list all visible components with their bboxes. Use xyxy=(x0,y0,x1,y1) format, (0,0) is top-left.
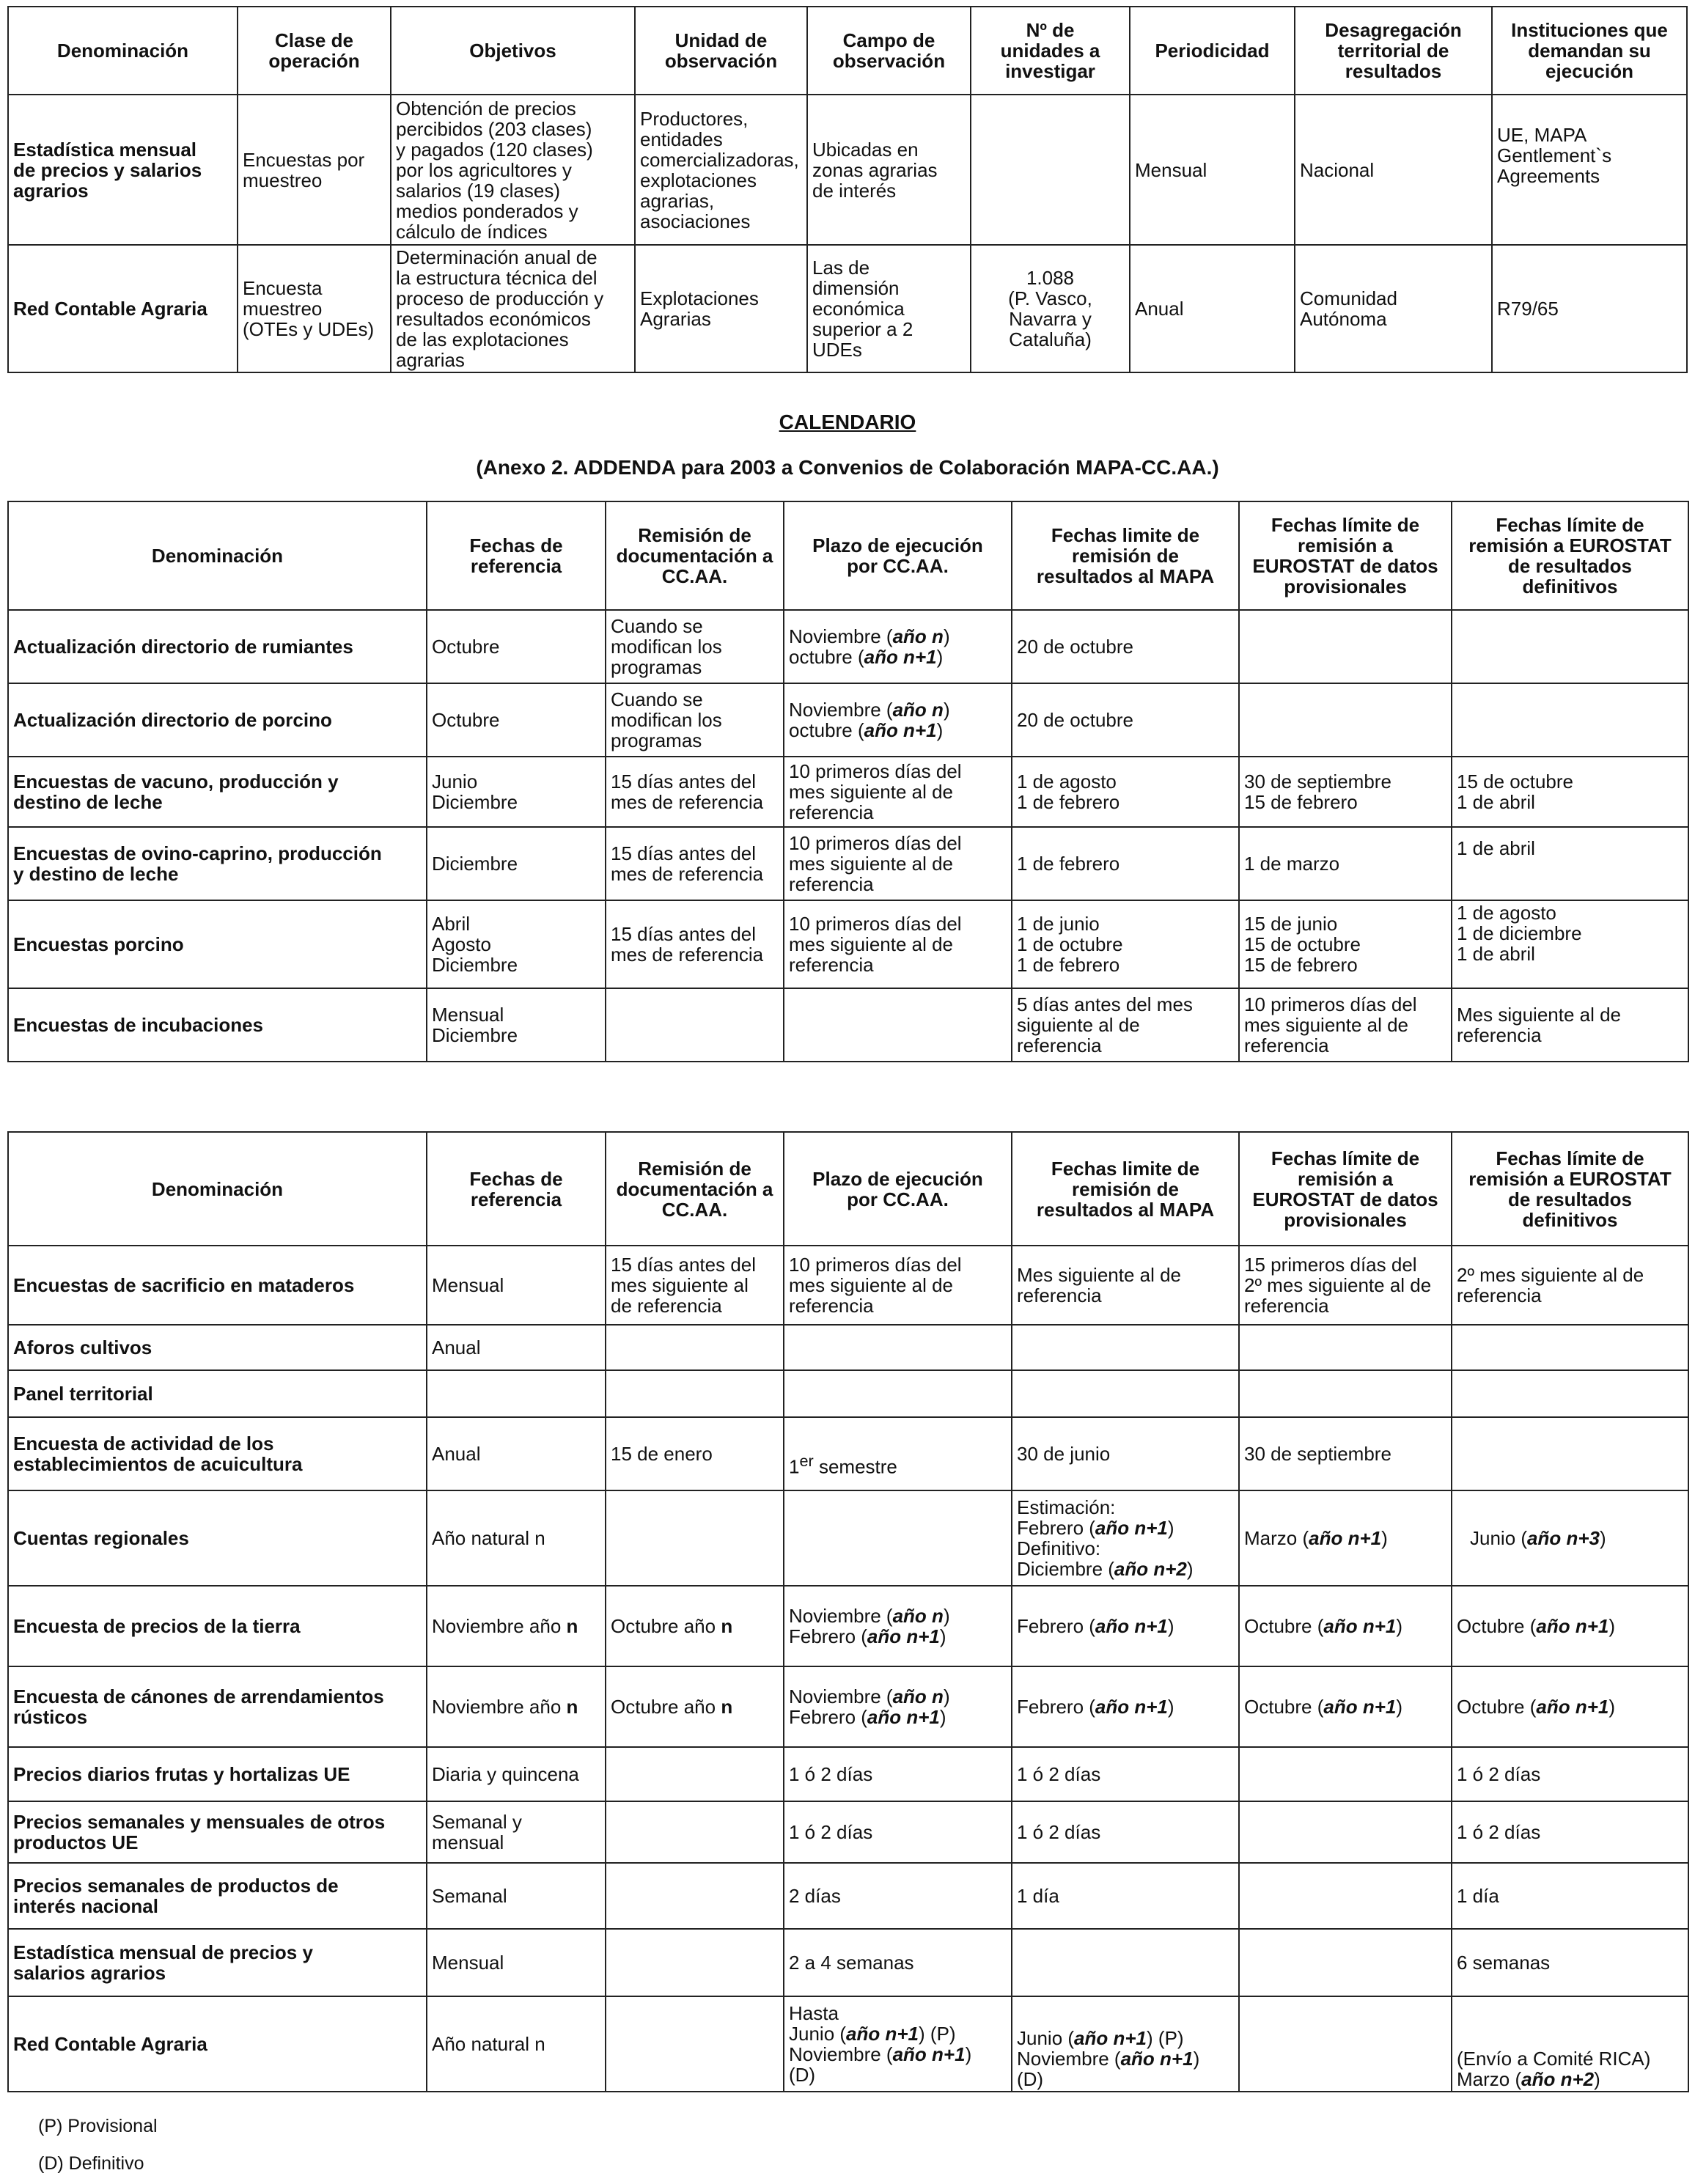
table-cell xyxy=(784,988,1012,1062)
table-cell: Febrero (año n+1) xyxy=(1012,1586,1239,1666)
table-cell xyxy=(1452,610,1688,683)
header-cell: Remisión de documentación a CC.AA. xyxy=(606,501,784,610)
table-cell: Hasta Junio (año n+1) (P) Noviembre (año n+1) (D) xyxy=(784,1996,1012,2092)
row-name: Red Contable Agraria xyxy=(8,1996,427,2092)
first-label: 1 xyxy=(789,1455,800,1478)
table-header-row xyxy=(8,1132,1688,1246)
table-cell: 1 de junio 1 de octubre 1 de febrero xyxy=(1012,900,1239,988)
table-row xyxy=(8,1417,1688,1490)
header-cell: Fechas límite de remisión a EUROSTAT de datos provisionales xyxy=(1239,1132,1452,1246)
row-name: Precios semanales y mensuales de otros productos UE xyxy=(8,1801,427,1863)
table-cell: R79/65 xyxy=(1492,245,1687,372)
table-cell xyxy=(606,1747,784,1801)
header-cell: Fechas límite de remisión a EUROSTAT de resultados definitivos xyxy=(1452,1132,1688,1246)
table-cell: 1.088 (P. Vasco, Navarra y Cataluña) xyxy=(971,245,1130,372)
table-cell: Cuando se modifican los programas xyxy=(606,683,784,757)
table-cell xyxy=(1239,1747,1452,1801)
table-cell: 1 de febrero xyxy=(1012,827,1239,900)
table-cell xyxy=(1012,1370,1239,1417)
table-cell xyxy=(1239,1325,1452,1370)
table-row xyxy=(8,1246,1688,1325)
table-cell xyxy=(784,1325,1012,1370)
table-cell: Octubre (año n+1) xyxy=(1239,1666,1452,1747)
table-row xyxy=(8,1929,1688,1996)
table-header-row xyxy=(8,501,1688,610)
table-cell: Febrero (año n+1) xyxy=(1012,1666,1239,1747)
table-cell: Explotaciones Agrarias xyxy=(635,245,807,372)
table-header-row xyxy=(8,7,1687,95)
row-name: Aforos cultivos xyxy=(8,1325,427,1370)
table-cell: 2 días xyxy=(784,1863,1012,1929)
table-cell: Nacional xyxy=(1295,95,1492,245)
table-cell xyxy=(1239,1801,1452,1863)
table-cell: 15 de junio 15 de octubre 15 de febrero xyxy=(1239,900,1452,988)
table-cell xyxy=(1012,1325,1239,1370)
table-cell: 30 de junio xyxy=(1012,1417,1239,1490)
table-row xyxy=(8,1586,1688,1666)
row-name: Encuesta de actividad de los establecimientos de acuicultura xyxy=(8,1417,427,1490)
table-row xyxy=(8,1747,1688,1801)
table-row xyxy=(8,757,1688,827)
calendar-table-2 xyxy=(7,1131,1689,2092)
table-cell xyxy=(1239,683,1452,757)
table-cell: Noviembre (año n) Febrero (año n+1) xyxy=(784,1586,1012,1666)
table-row xyxy=(8,1801,1688,1863)
table-cell: 1 día xyxy=(1452,1863,1688,1929)
table-cell: 15 de enero xyxy=(606,1417,784,1490)
table-cell xyxy=(1239,1996,1452,2092)
table-cell: Anual xyxy=(427,1325,606,1370)
table-cell: 10 primeros días del mes siguiente al de referencia xyxy=(784,900,1012,988)
table-cell: Octubre xyxy=(427,610,606,683)
row-name: Encuestas de vacuno, producción y destino de leche xyxy=(8,757,427,827)
row-name: Red Contable Agraria xyxy=(8,245,238,372)
table-cell: 15 días antes del mes de referencia xyxy=(606,757,784,827)
header-cell: Denominación xyxy=(8,501,427,610)
header-cell: Periodicidad xyxy=(1130,7,1295,95)
calendar-table-1 xyxy=(7,501,1689,1062)
semester-label: semestre xyxy=(813,1455,897,1478)
row-name: Estadística mensual de precios y salarios agrarios xyxy=(8,1929,427,1996)
table-cell: Noviembre año n xyxy=(427,1586,606,1666)
table-cell: Año natural n xyxy=(427,1996,606,2092)
table-cell: 1 ó 2 días xyxy=(1012,1747,1239,1801)
row-name: Actualización directorio de porcino xyxy=(8,683,427,757)
header-cell: Fechas de referencia xyxy=(427,501,606,610)
table-cell xyxy=(606,1929,784,1996)
table-cell: 15 días antes del mes de referencia xyxy=(606,900,784,988)
table-cell xyxy=(1239,1370,1452,1417)
row-name: Encuestas de sacrificio en mataderos xyxy=(8,1246,427,1325)
table-cell: 6 semanas xyxy=(1452,1929,1688,1996)
table-cell xyxy=(1239,1929,1452,1996)
table-cell: 15 días antes del mes siguiente al de referencia xyxy=(606,1246,784,1325)
table-row xyxy=(8,988,1688,1062)
header-cell: Fechas de referencia xyxy=(427,1132,606,1246)
statistics-table xyxy=(7,6,1688,373)
table-cell: 1 ó 2 días xyxy=(784,1747,1012,1801)
table-cell: Diaria y quincena xyxy=(427,1747,606,1801)
table-cell: 10 primeros días del mes siguiente al de referencia xyxy=(784,1246,1012,1325)
table-cell: UE, MAPA Gentlement`s Agreements xyxy=(1492,95,1687,245)
header-cell: Desagregación territorial de resultados xyxy=(1295,7,1492,95)
table-cell: 15 de octubre 1 de abril xyxy=(1452,757,1688,827)
row-name: Precios semanales de productos de interés nacional xyxy=(8,1863,427,1929)
header-cell: Fechas limite de remisión de resultados al MAPA xyxy=(1012,1132,1239,1246)
table-cell: Diciembre xyxy=(427,827,606,900)
table-row xyxy=(8,95,1687,245)
table-cell: 10 primeros días del mes siguiente al de referencia xyxy=(784,827,1012,900)
table-cell xyxy=(427,1370,606,1417)
table-row xyxy=(8,1666,1688,1747)
table-cell: Junio (año n+1) (P) Noviembre (año n+1) (D) xyxy=(1012,1996,1239,2092)
table-cell: Determinación anual de la estructura técnica del proceso de producción y resultados económicos de las explotaciones agrarias xyxy=(391,245,635,372)
table-cell xyxy=(1239,610,1452,683)
table-cell: Productores, entidades comercializadoras, explotaciones agrarias, asociaciones xyxy=(635,95,807,245)
table-cell xyxy=(971,95,1130,245)
row-name: Estadística mensual de precios y salarios agrarios xyxy=(8,95,238,245)
table-cell: Marzo (año n+1) xyxy=(1239,1490,1452,1586)
table-cell: 1 ó 2 días xyxy=(784,1801,1012,1863)
row-name: Panel territorial xyxy=(8,1370,427,1417)
table-cell: Estimación: Febrero (año n+1) Definitivo: Diciembre (año n+2) xyxy=(1012,1490,1239,1586)
table-cell: Noviembre año n xyxy=(427,1666,606,1747)
table-cell xyxy=(606,1801,784,1863)
table-cell: 2º mes siguiente al de referencia xyxy=(1452,1246,1688,1325)
header-cell: Plazo de ejecución por CC.AA. xyxy=(784,501,1012,610)
table-cell: 2 a 4 semanas xyxy=(784,1929,1012,1996)
row-name: Precios diarios frutas y hortalizas UE xyxy=(8,1747,427,1801)
header-cell: Remisión de documentación a CC.AA. xyxy=(606,1132,784,1246)
table-cell: Año natural n xyxy=(427,1490,606,1586)
table-cell: Obtención de precios percibidos (203 clases) y pagados (120 clases) por los agricultores y salarios (19 clases) medios ponderados y cálculo de índices xyxy=(391,95,635,245)
table-cell: 15 días antes del mes de referencia xyxy=(606,827,784,900)
note-definitivo: (D) Definitivo xyxy=(38,2153,144,2174)
table-cell: Mensual xyxy=(1130,95,1295,245)
table-cell: 1 ó 2 días xyxy=(1012,1801,1239,1863)
table-cell: Octubre (año n+1) xyxy=(1452,1666,1688,1747)
header-cell: Denominación xyxy=(8,7,238,95)
table-cell: Octubre año n xyxy=(606,1666,784,1747)
calendar-title: CALENDARIO xyxy=(779,411,916,433)
table-cell xyxy=(606,1490,784,1586)
table-cell: 5 días antes del mes siguiente al de referencia xyxy=(1012,988,1239,1062)
table-cell xyxy=(1012,1929,1239,1996)
table-cell: Junio (año n+3) xyxy=(1452,1490,1688,1586)
header-cell: Objetivos xyxy=(391,7,635,95)
table-row xyxy=(8,1996,1688,2092)
table-cell: Ubicadas en zonas agrarias de interés xyxy=(807,95,971,245)
table-cell: Semanal xyxy=(427,1863,606,1929)
table-row xyxy=(8,900,1688,988)
table-row xyxy=(8,1370,1688,1417)
row-name: Encuestas de ovino-caprino, producción y destino de leche xyxy=(8,827,427,900)
table-row xyxy=(8,683,1688,757)
table-cell: 15 primeros días del 2º mes siguiente al de referencia xyxy=(1239,1246,1452,1325)
table-cell: Encuesta muestreo (OTEs y UDEs) xyxy=(238,245,391,372)
table-cell: Anual xyxy=(427,1417,606,1490)
header-cell: Campo de observación xyxy=(807,7,971,95)
table-cell: 1 ó 2 días xyxy=(1452,1801,1688,1863)
row-name: Encuesta de cánones de arrendamientos rústicos xyxy=(8,1666,427,1747)
header-cell: Clase de operación xyxy=(238,7,391,95)
table-cell xyxy=(1452,1370,1688,1417)
header-cell: Instituciones que demandan su ejecución xyxy=(1492,7,1687,95)
table-cell: Octubre (año n+1) xyxy=(1452,1586,1688,1666)
table-row xyxy=(8,1863,1688,1929)
table-row xyxy=(8,610,1688,683)
header-cell: Unidad de observación xyxy=(635,7,807,95)
table-cell xyxy=(784,1370,1012,1417)
table-row xyxy=(8,1490,1688,1586)
table-cell xyxy=(606,1370,784,1417)
table-cell: 10 primeros días del mes siguiente al de referencia xyxy=(1239,988,1452,1062)
table-cell xyxy=(784,1417,1012,1490)
table-cell: Junio Diciembre xyxy=(427,757,606,827)
table-cell: 30 de septiembre 15 de febrero xyxy=(1239,757,1452,827)
table-cell: 1 ó 2 días xyxy=(1452,1747,1688,1801)
table-cell: Encuestas por muestreo xyxy=(238,95,391,245)
table-cell: Noviembre (año n) octubre (año n+1) xyxy=(784,610,1012,683)
note-provisional: (P) Provisional xyxy=(38,2116,158,2136)
header-cell: Fechas límite de remisión a EUROSTAT de datos provisionales xyxy=(1239,501,1452,610)
header-cell: Nº de unidades a investigar xyxy=(971,7,1130,95)
table-cell: Las de dimensión económica superior a 2 UDEs xyxy=(807,245,971,372)
table-cell: Cuando se modifican los programas xyxy=(606,610,784,683)
table-cell: Noviembre (año n) octubre (año n+1) xyxy=(784,683,1012,757)
table-cell: Octubre año n xyxy=(606,1586,784,1666)
superscript: er xyxy=(799,1452,814,1471)
table-cell: 1 de marzo xyxy=(1239,827,1452,900)
table-cell xyxy=(606,1325,784,1370)
header-cell: Fechas límite de remisión a EUROSTAT de resultados definitivos xyxy=(1452,501,1688,610)
table-cell: 20 de octubre xyxy=(1012,610,1239,683)
table-cell xyxy=(1239,1863,1452,1929)
table-cell xyxy=(606,988,784,1062)
header-cell: Fechas limite de remisión de resultados al MAPA xyxy=(1012,501,1239,610)
row-name: Cuentas regionales xyxy=(8,1490,427,1586)
table-cell xyxy=(1452,683,1688,757)
table-cell xyxy=(1452,1417,1688,1490)
table-cell: 20 de octubre xyxy=(1012,683,1239,757)
header-cell: Denominación xyxy=(8,1132,427,1246)
table-cell: Comunidad Autónoma xyxy=(1295,245,1492,372)
row-name: Encuestas porcino xyxy=(8,900,427,988)
row-name: Encuesta de precios de la tierra xyxy=(8,1586,427,1666)
table-cell: 1 de abril xyxy=(1452,827,1688,900)
table-cell: Anual xyxy=(1130,245,1295,372)
table-cell: 1 de agosto 1 de febrero xyxy=(1012,757,1239,827)
table-cell: Mes siguiente al de referencia xyxy=(1012,1246,1239,1325)
table-cell: 1 día xyxy=(1012,1863,1239,1929)
table-row xyxy=(8,827,1688,900)
table-cell xyxy=(784,1490,1012,1586)
table-cell: Noviembre (año n) Febrero (año n+1) xyxy=(784,1666,1012,1747)
table-cell: Mensual xyxy=(427,1246,606,1325)
table-cell: Abril Agosto Diciembre xyxy=(427,900,606,988)
table-cell: Mes siguiente al de referencia xyxy=(1452,988,1688,1062)
table-row xyxy=(8,1325,1688,1370)
table-cell: Octubre (año n+1) xyxy=(1239,1586,1452,1666)
row-name: Actualización directorio de rumiantes xyxy=(8,610,427,683)
table-cell xyxy=(606,1996,784,2092)
table-cell: Semanal y mensual xyxy=(427,1801,606,1863)
table-cell: Mensual Diciembre xyxy=(427,988,606,1062)
table-cell: (Envío a Comité RICA) Marzo (año n+2) xyxy=(1452,1996,1688,2092)
table-cell: 1 de agosto 1 de diciembre 1 de abril xyxy=(1452,900,1688,988)
table-cell: Mensual xyxy=(427,1929,606,1996)
table-cell: 30 de septiembre xyxy=(1239,1417,1452,1490)
table-cell xyxy=(606,1863,784,1929)
table-cell: Octubre xyxy=(427,683,606,757)
row-name: Encuestas de incubaciones xyxy=(8,988,427,1062)
calendar-subtitle: (Anexo 2. ADDENDA para 2003 a Convenios de Colaboración MAPA-CC.AA.) xyxy=(476,456,1219,479)
table-row xyxy=(8,245,1687,372)
header-cell: Plazo de ejecución por CC.AA. xyxy=(784,1132,1012,1246)
table-cell: 10 primeros días del mes siguiente al de referencia xyxy=(784,757,1012,827)
table-cell xyxy=(1452,1325,1688,1370)
